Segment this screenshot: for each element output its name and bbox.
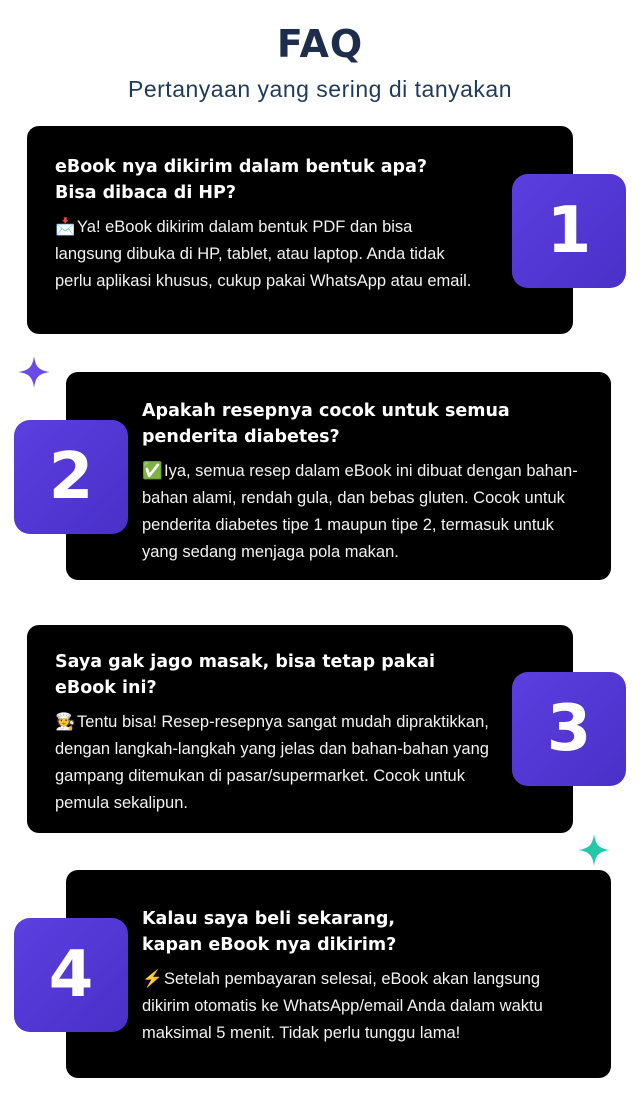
faq-answer-text: Tentu bisa! Resep-resepnya sangat mudah dipraktikkan, dengan langkah-langkah yang jelas dan bahan-bahan yang gampang ditemukan di pasar/supermarket. Cocok untuk pemula sekalipun. xyxy=(55,713,489,812)
faq-answer xyxy=(55,214,475,295)
faq-card-1 xyxy=(27,126,573,334)
faq-question-line: eBook ini? xyxy=(55,678,157,698)
sparkle-icon xyxy=(16,354,52,390)
faq-question xyxy=(142,906,591,958)
faq-number-badge-4: 4 xyxy=(14,918,128,1032)
page-title: FAQ xyxy=(276,22,364,66)
inbox-tray-icon: 📩 xyxy=(55,218,76,236)
faq-card-2 xyxy=(66,372,611,580)
faq-answer-text: Setelah pembayaran selesai, eBook akan langsung dikirim otomatis ke WhatsApp/email Anda dalam waktu maksimal 5 menit. Tidak perlu tunggu lama! xyxy=(142,970,543,1042)
check-mark-icon: ✅ xyxy=(142,462,163,480)
faq-number-badge-1: 1 xyxy=(512,174,626,288)
faq-question-line: Bisa dibaca di HP? xyxy=(55,183,237,203)
faq-answer-text: Ya! eBook dikirim dalam bentuk PDF dan bisa langsung dibuka di HP, tablet, atau laptop. Anda tidak perlu aplikasi khusus, cukup pakai WhatsApp atau email. xyxy=(55,218,472,290)
faq-answer-text: Iya, semua resep dalam eBook ini dibuat dengan bahan-bahan alami, rendah gula, dan bebas gluten. Cocok untuk penderita diabetes tipe 1 maupun tipe 2, termasuk untuk yang sedang menjaga pola makan. xyxy=(142,462,578,561)
faq-number-badge-2: 2 xyxy=(14,420,128,534)
faq-question xyxy=(55,154,543,206)
faq-question-line: kapan eBook nya dikirim? xyxy=(142,935,397,955)
faq-question xyxy=(55,649,543,701)
faq-question xyxy=(142,398,591,450)
faq-question-line: Saya gak jago masak, bisa tetap pakai xyxy=(55,652,436,672)
faq-question-line: eBook nya dikirim dalam bentuk apa? xyxy=(55,157,428,177)
faq-card-3 xyxy=(27,625,573,833)
faq-card-4 xyxy=(66,870,611,1078)
page-subtitle: Pertanyaan yang sering di tanyakan xyxy=(128,76,512,102)
faq-question-line: Kalau saya beli sekarang, xyxy=(142,909,396,929)
faq-question-line: Apakah resepnya cocok untuk semua xyxy=(142,401,510,421)
lightning-icon: ⚡ xyxy=(142,970,163,988)
faq-answer xyxy=(142,966,592,1047)
faq-answer xyxy=(142,458,592,566)
faq-answer xyxy=(55,709,505,817)
chef-icon: 🧑‍🍳 xyxy=(55,713,76,731)
sparkle-icon xyxy=(576,832,612,868)
faq-number-badge-3: 3 xyxy=(512,672,626,786)
faq-question-line: penderita diabetes? xyxy=(142,427,340,447)
